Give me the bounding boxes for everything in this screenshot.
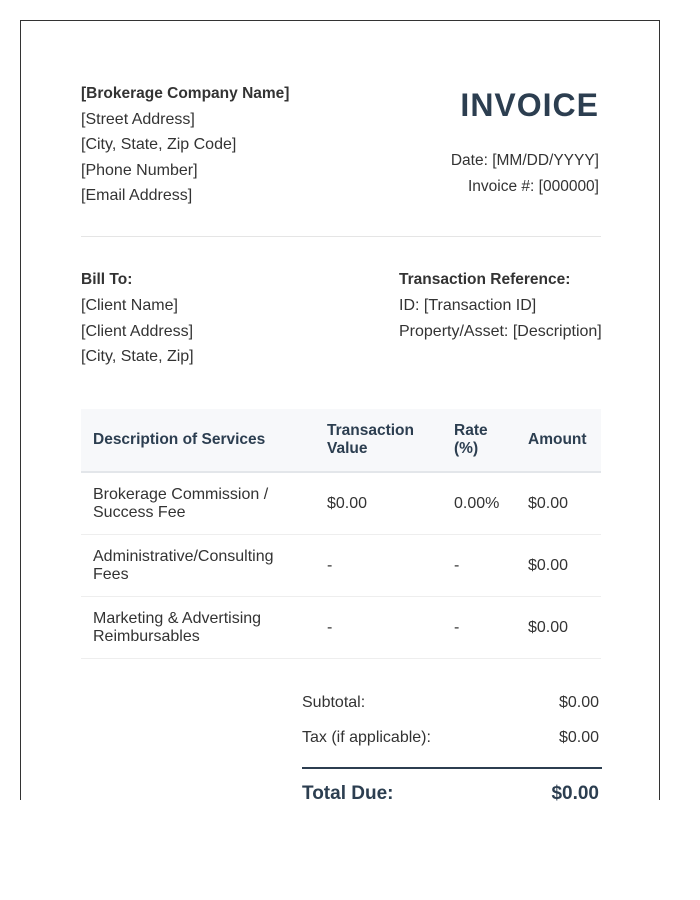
company-email: [Email Address]: [81, 187, 193, 204]
header-divider: [81, 236, 601, 237]
totals-rule: [302, 767, 602, 769]
row-amount: $0.00: [528, 618, 569, 636]
row-amount: $0.00: [528, 494, 569, 512]
invoice-date: Date: [MM/DD/YYYY]: [450, 152, 599, 169]
row-amount: $0.00: [528, 556, 569, 574]
table-row: [81, 597, 601, 659]
total-due-value: $0.00: [551, 783, 599, 804]
table-header: [81, 409, 601, 473]
client-city: [City, State, Zip]: [81, 348, 194, 365]
invoice-number: Invoice #: [000000]: [468, 178, 599, 195]
services-table: [81, 409, 601, 659]
transaction-property: Property/Asset: [Description]: [399, 323, 602, 340]
subtotal-value: $0.00: [558, 694, 599, 711]
bill-to-heading: Bill To:: [81, 271, 133, 288]
tax-value: $0.00: [558, 729, 599, 746]
invoice-sheet: [20, 20, 660, 804]
company-name: [Brokerage Company Name]: [81, 85, 290, 102]
row-value: $0.00: [327, 494, 368, 512]
header-amount: Amount: [528, 431, 587, 448]
header-transaction-value: Transaction Value: [327, 422, 414, 457]
company-phone: [Phone Number]: [81, 162, 198, 179]
row-value: -: [327, 556, 333, 574]
table-row: [81, 535, 601, 597]
row-rate: 0.00%: [454, 494, 500, 512]
company-street: [Street Address]: [81, 111, 195, 128]
company-city: [City, State, Zip Code]: [81, 136, 237, 153]
row-description: Administrative/Consulting Fees: [93, 547, 274, 583]
row-rate: -: [454, 618, 460, 636]
total-due-label: Total Due:: [302, 783, 394, 804]
header-description: Description of Services: [93, 431, 266, 448]
transaction-id: ID: [Transaction ID]: [399, 297, 537, 314]
subtotal-label: Subtotal:: [302, 694, 366, 711]
row-description: Brokerage Commission / Success Fee: [93, 485, 269, 521]
client-name: [Client Name]: [81, 297, 178, 314]
invoice-title: INVOICE: [460, 87, 599, 123]
tax-label: Tax (if applicable):: [302, 729, 431, 746]
table-row: [81, 473, 601, 535]
row-rate: -: [454, 556, 460, 574]
row-value: -: [327, 618, 333, 636]
row-description: Marketing & Advertising Reimbursables: [93, 609, 262, 645]
transaction-heading: Transaction Reference:: [399, 271, 571, 288]
client-address: [Client Address]: [81, 323, 194, 340]
header-rate: Rate (%): [454, 422, 488, 457]
